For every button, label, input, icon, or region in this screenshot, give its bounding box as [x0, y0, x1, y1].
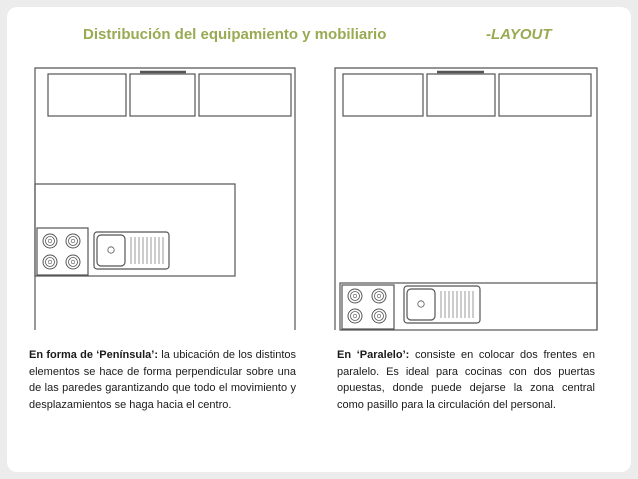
slide-subtitle: -LAYOUT — [486, 26, 552, 43]
peninsula-sink — [94, 232, 169, 269]
upper-cabinet-center — [427, 74, 495, 116]
upper-cabinet-left — [48, 74, 126, 116]
paralelo-plan — [335, 68, 597, 330]
peninsula-cooktop — [37, 228, 88, 275]
paralelo-text: consiste en colocar dos frentes en paralelo. Es ideal para cocinas con dos puertas opuestas, donde puede dejarse la zona central como pasillo para la circulación del personal. — [337, 349, 595, 411]
paralelo-description — [337, 347, 595, 413]
upper-cabinet-center — [130, 74, 195, 116]
upper-cabinet-left — [343, 74, 423, 116]
peninsula-description — [29, 347, 296, 413]
peninsula-text: la ubicación de los distintos elementos se hace de forma perpendicular sobre una de las paredes garantizando que todo el movimiento y desplazamientos se haga hacia el centro. — [29, 349, 296, 411]
slide-title: Distribución del equipamiento y mobiliario — [83, 26, 387, 43]
peninsula-label: En forma de ‘Península’: — [29, 349, 158, 361]
paralelo-label: En ‘Paralelo’: — [337, 349, 410, 361]
peninsula-plan — [35, 68, 295, 330]
upper-cabinet-right — [499, 74, 591, 116]
paralelo-sink — [404, 286, 480, 323]
peninsula-walls — [35, 68, 295, 330]
upper-cabinet-right — [199, 74, 291, 116]
